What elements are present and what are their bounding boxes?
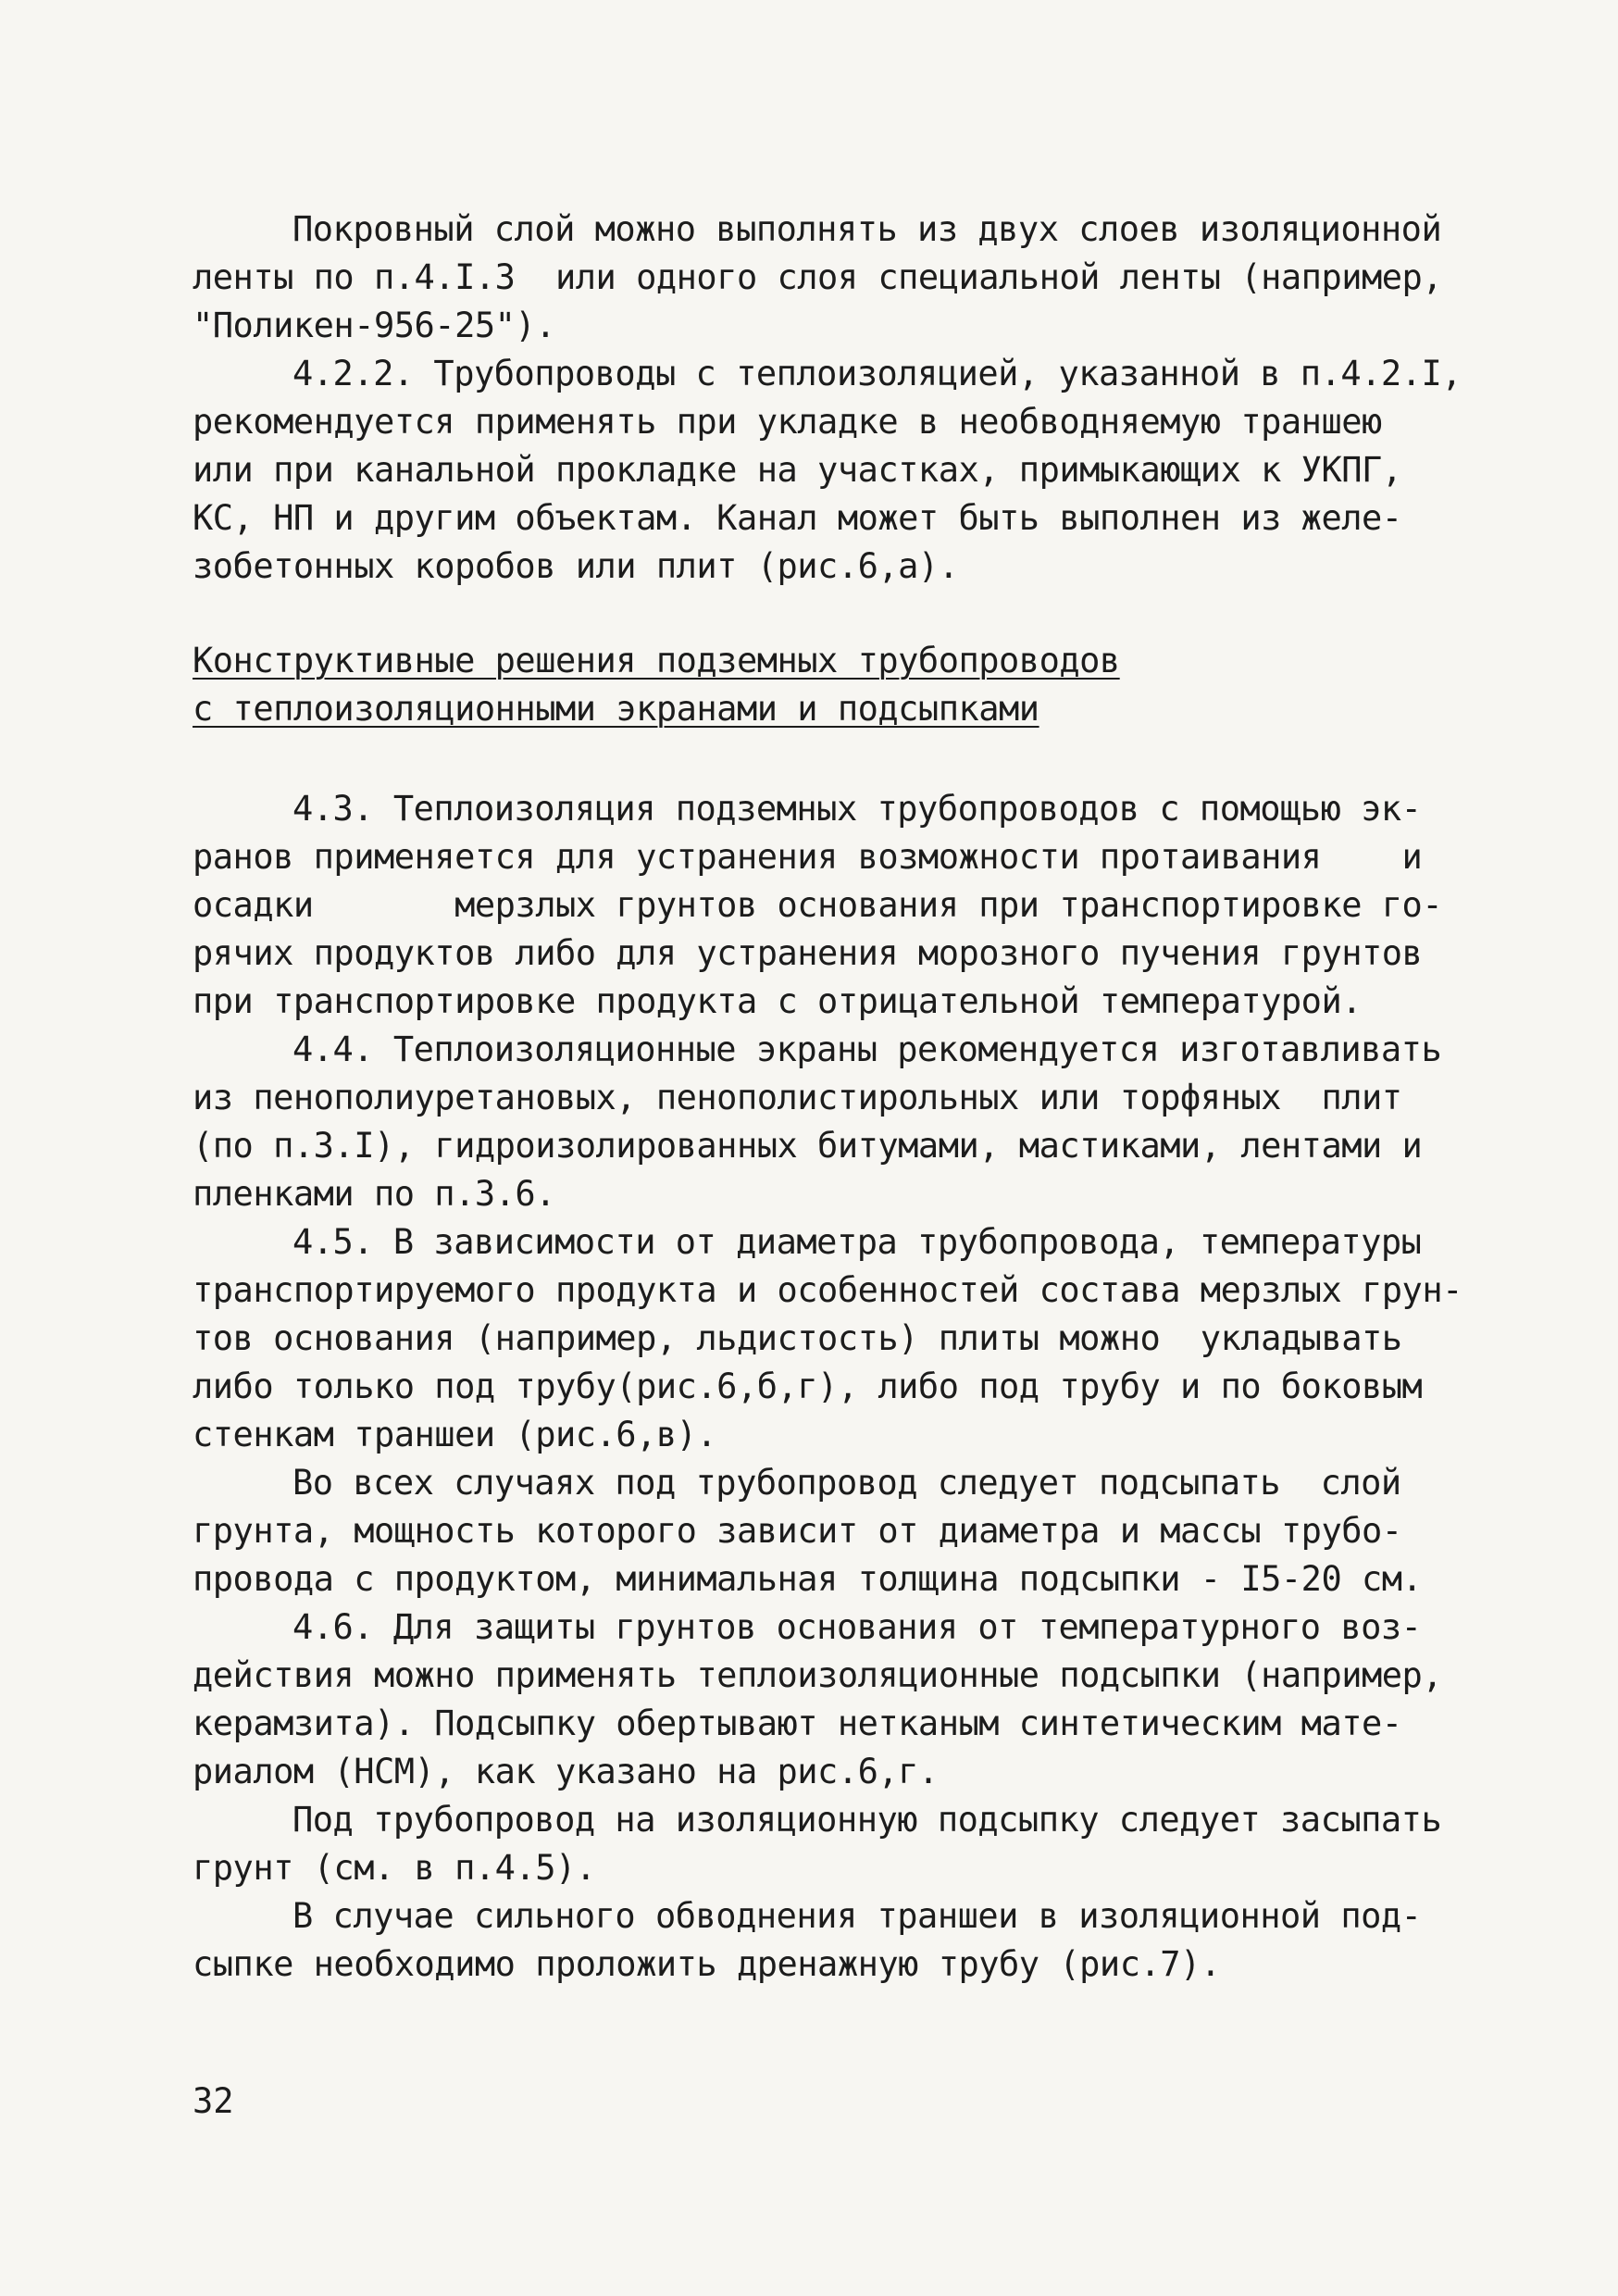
- paragraph-line: либо только под трубу(рис.6,б,г), либо под трубу и по боковым: [193, 1366, 1423, 1406]
- paragraph-line: грунта, мощность которого зависит от диаметра и массы трубо-: [193, 1511, 1402, 1551]
- paragraph-line: стенкам траншеи (рис.6,в).: [193, 1415, 717, 1454]
- paragraph-line: ленты по п.4.I.3 или одного слоя специальной ленты (например,: [193, 257, 1443, 297]
- paragraph-line: действия можно применять теплоизоляционные подсыпки (например,: [193, 1655, 1443, 1695]
- paragraph-line: 4.4. Теплоизоляционные экраны рекомендуется изготавливать: [292, 1029, 1442, 1069]
- paragraph-line: пленками по п.3.6.: [193, 1174, 555, 1214]
- paragraph-line: (по п.3.I), гидроизолированных битумами, мастиками, лентами и: [193, 1126, 1423, 1166]
- section-heading-line: с теплоизоляционными экранами и подсыпками: [193, 689, 1039, 729]
- paragraph-line: транспортируемого продукта и особенностей состава мерзлых грун-: [193, 1270, 1462, 1310]
- paragraph-line: 4.5. В зависимости от диаметра трубопровода, температуры: [292, 1222, 1422, 1262]
- paragraph-line: осадки мерзлых грунтов основания при транспортировке го-: [193, 885, 1443, 925]
- paragraph-line: риалом (НСМ), как указано на рис.6,г.: [193, 1752, 939, 1791]
- paragraph-line: В случае сильного обводнения траншеи в изоляционной под-: [292, 1896, 1422, 1936]
- paragraph-line: КС, НП и другим объектам. Канал может быть выполнен из желе-: [193, 498, 1402, 538]
- paragraph-line: или при канальной прокладке на участках, примыкающих к УКПГ,: [193, 450, 1402, 490]
- paragraph-line: рячих продуктов либо для устранения морозного пучения грунтов: [193, 933, 1423, 973]
- paragraph-line: "Поликен-956-25").: [193, 306, 555, 345]
- paragraph-line: ранов применяется для устранения возможности протаивания и: [193, 837, 1423, 877]
- paragraph-line: грунт (см. в п.4.5).: [193, 1848, 596, 1888]
- paragraph-line: 4.3. Теплоизоляция подземных трубопроводов с помощью эк-: [292, 789, 1422, 829]
- paragraph-line: Покровный слой можно выполнять из двух слоев изоляционной: [292, 209, 1442, 249]
- paragraph-line: провода с продуктом, минимальная толщина подсыпки - I5-20 см.: [193, 1559, 1423, 1599]
- page-number: 32: [193, 2081, 234, 2121]
- paragraph-line: Под трубопровод на изоляционную подсыпку следует засыпать: [292, 1800, 1442, 1840]
- paragraph-line: зобетонных коробов или плит (рис.6,а).: [193, 546, 959, 586]
- paragraph-line: 4.2.2. Трубопроводы с теплоизоляцией, указанной в п.4.2.I,: [292, 354, 1462, 393]
- paragraph-line: керамзита). Подсыпку обертывают нетканым синтетическим мате-: [193, 1703, 1402, 1743]
- paragraph-line: Во всех случаях под трубопровод следует подсыпать слой: [292, 1463, 1401, 1503]
- paragraph-line: 4.6. Для защиты грунтов основания от температурного воз-: [292, 1607, 1422, 1647]
- paragraph-line: из пенополиуретановых, пенополистирольных или торфяных плит: [193, 1078, 1402, 1117]
- paragraph-line: рекомендуется применять при укладке в необводняемую траншею: [193, 402, 1382, 442]
- paragraph-line: при транспортировке продукта с отрицательной температурой.: [193, 981, 1363, 1021]
- section-heading-line: Конструктивные решения подземных трубопроводов: [193, 641, 1120, 680]
- paragraph-line: сыпке необходимо проложить дренажную трубу (рис.7).: [193, 1944, 1221, 1984]
- paragraph-line: тов основания (например, льдистость) плиты можно укладывать: [193, 1318, 1402, 1358]
